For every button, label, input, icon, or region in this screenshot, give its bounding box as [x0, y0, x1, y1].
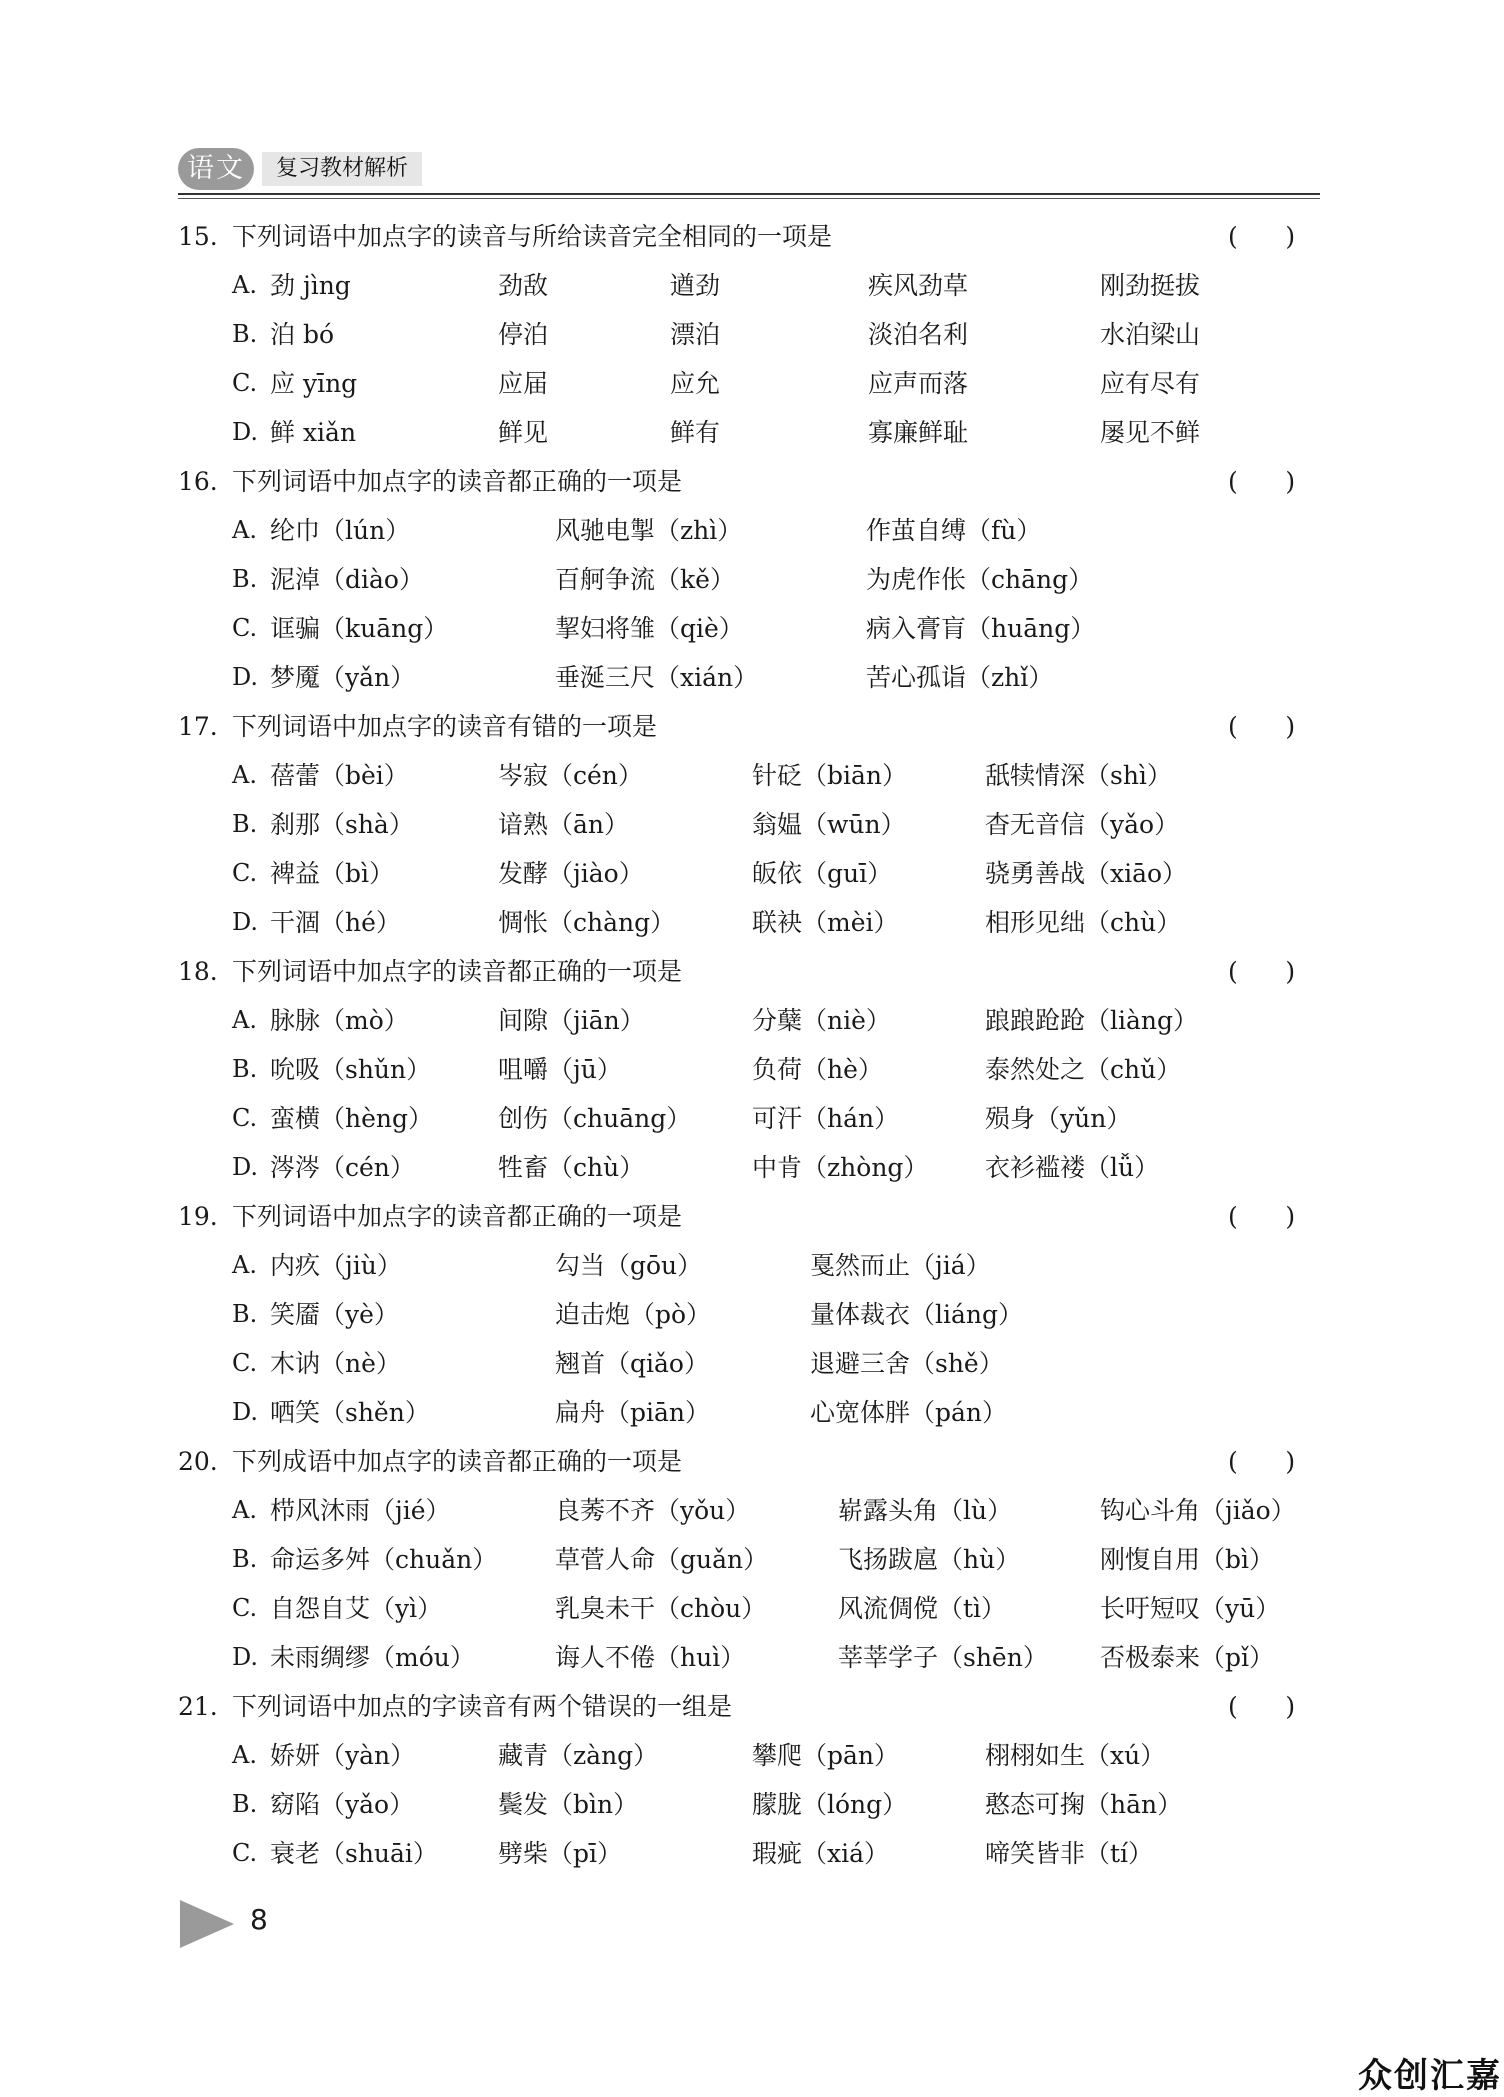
option-term: 涔涔（cén）: [270, 1153, 415, 1182]
question-row: [0, 212, 1504, 261]
answer-bracket[interactable]: ( ): [1228, 1692, 1296, 1721]
option-term: 病入膏肓（huāng）: [866, 614, 1096, 643]
option-term: 木讷（nè）: [270, 1349, 401, 1378]
option-term: 纶巾（lún）: [270, 516, 411, 545]
answer-bracket[interactable]: ( ): [1228, 1202, 1296, 1231]
option-row[interactable]: [0, 1290, 1504, 1339]
question-number: 21.: [178, 1692, 218, 1721]
option-row[interactable]: [0, 1780, 1504, 1829]
option-term: 诓骗（kuāng）: [270, 614, 449, 643]
option-term: 停泊: [498, 320, 549, 349]
option-letter: A.: [232, 761, 257, 789]
option-term: 未雨绸缪（móu）: [270, 1643, 475, 1672]
option-row[interactable]: [0, 604, 1504, 653]
option-term: 飞扬跋扈（hù）: [838, 1545, 1021, 1574]
option-letter: D.: [232, 663, 259, 691]
option-row[interactable]: [0, 310, 1504, 359]
option-term: 挈妇将雏（qiè）: [555, 614, 744, 643]
question-row: [0, 1682, 1504, 1731]
answer-bracket[interactable]: ( ): [1228, 712, 1296, 741]
question-number: 15.: [178, 222, 218, 251]
option-letter: C.: [232, 1349, 258, 1377]
option-term: 劲 jìng: [270, 271, 351, 300]
question-number: 20.: [178, 1447, 218, 1476]
option-term: 栉风沐雨（jié）: [270, 1496, 451, 1525]
header-divider: [178, 193, 1320, 195]
option-letter: A.: [232, 271, 257, 299]
option-term: 梦魇（yǎn）: [270, 663, 416, 692]
answer-bracket[interactable]: ( ): [1228, 957, 1296, 986]
option-letter: A.: [232, 1496, 257, 1524]
question-number: 18.: [178, 957, 218, 986]
option-term: 乳臭未干（chòu）: [555, 1594, 767, 1623]
option-term: 刹那（shà）: [270, 810, 414, 839]
option-term: 泊 bó: [270, 320, 335, 349]
option-term: 咀嚼（jū）: [498, 1055, 622, 1084]
option-row[interactable]: [0, 1045, 1504, 1094]
option-letter: A.: [232, 1741, 257, 1769]
option-row[interactable]: [0, 996, 1504, 1045]
option-term: 牲畜（chù）: [498, 1153, 645, 1182]
option-term: 鲜 xiǎn: [270, 418, 357, 447]
option-row[interactable]: [0, 1094, 1504, 1143]
option-term: 遒劲: [670, 271, 721, 300]
option-letter: C.: [232, 614, 258, 642]
option-term: 寡廉鲜耻: [868, 418, 969, 447]
option-term: 心宽体胖（pán）: [810, 1398, 1008, 1427]
option-term: 扁舟（piān）: [555, 1398, 711, 1427]
option-term: 杳无音信（yǎo）: [985, 810, 1180, 839]
subject-logo: 语文: [178, 148, 254, 190]
option-letter: B.: [232, 1545, 258, 1573]
option-row[interactable]: [0, 1829, 1504, 1878]
option-letter: D.: [232, 908, 259, 936]
option-term: 应声而落: [868, 369, 969, 398]
option-term: 风流倜傥（tì）: [838, 1594, 1007, 1623]
option-term: 为虎作伥（chāng）: [866, 565, 1094, 594]
question-text: 下列词语中加点字的读音都正确的一项是: [232, 1202, 683, 1231]
option-letter: D.: [232, 1398, 259, 1426]
option-term: 鬓发（bìn）: [498, 1790, 639, 1819]
option-term: 中肯（zhòng）: [752, 1153, 929, 1182]
option-term: 负荷（hè）: [752, 1055, 883, 1084]
option-row[interactable]: [0, 849, 1504, 898]
option-letter: A.: [232, 516, 257, 544]
option-term: 应届: [498, 369, 549, 398]
option-term: 殒身（yǔn）: [985, 1104, 1132, 1133]
option-term: 惆怅（chàng）: [498, 908, 676, 937]
option-term: 劈柴（pī）: [498, 1839, 622, 1868]
option-row[interactable]: [0, 653, 1504, 702]
option-term: 可汗（hán）: [752, 1104, 900, 1133]
option-term: 风驰电掣（zhì）: [555, 516, 743, 545]
option-term: 啼笑皆非（tí）: [985, 1839, 1154, 1868]
option-term: 作茧自缚（fù）: [866, 516, 1042, 545]
option-term: 朦胧（lóng）: [752, 1790, 908, 1819]
option-term: 刚愎自用（bì）: [1100, 1545, 1274, 1574]
option-term: 翘首（qiǎo）: [555, 1349, 709, 1378]
option-term: 蛮横（hèng）: [270, 1104, 434, 1133]
option-term: 勾当（gōu）: [555, 1251, 703, 1280]
option-term: 相形见绌（chù）: [985, 908, 1182, 937]
option-term: 谙熟（ān）: [498, 810, 630, 839]
option-row[interactable]: [0, 751, 1504, 800]
option-term: 良莠不齐（yǒu）: [555, 1496, 751, 1525]
option-term: 娇妍（yàn）: [270, 1741, 416, 1770]
option-row[interactable]: [0, 1388, 1504, 1437]
option-term: 衣衫褴褛（lǚ）: [985, 1153, 1160, 1182]
answer-bracket[interactable]: ( ): [1228, 222, 1296, 251]
option-term: 干涸（hé）: [270, 908, 401, 937]
question-number: 16.: [178, 467, 218, 496]
option-term: 长吁短叹（yū）: [1100, 1594, 1281, 1623]
option-letter: C.: [232, 859, 258, 887]
option-term: 哂笑（shěn）: [270, 1398, 430, 1427]
option-letter: C.: [232, 369, 258, 397]
option-term: 劲敌: [498, 271, 549, 300]
question-row: [0, 457, 1504, 506]
question-row: [0, 702, 1504, 751]
option-term: 刚劲挺拔: [1100, 271, 1201, 300]
option-term: 皈依（guī）: [752, 859, 893, 888]
option-term: 命运多舛（chuǎn）: [270, 1545, 498, 1574]
option-letter: B.: [232, 1055, 258, 1083]
option-term: 翁媪（wūn）: [752, 810, 906, 839]
question-number: 19.: [178, 1202, 218, 1231]
watermark: 众创汇嘉: [1358, 2056, 1502, 2096]
option-term: 泰然处之（chǔ）: [985, 1055, 1182, 1084]
option-term: 淡泊名利: [868, 320, 969, 349]
answer-bracket[interactable]: ( ): [1228, 467, 1296, 496]
option-term: 草菅人命（guǎn）: [555, 1545, 769, 1574]
option-row[interactable]: [0, 1486, 1504, 1535]
option-term: 踉踉跄跄（liàng）: [985, 1006, 1199, 1035]
question-list: [0, 212, 1504, 1878]
option-term: 舐犊情深（shì）: [985, 761, 1172, 790]
option-letter: B.: [232, 1300, 258, 1328]
option-term: 崭露头角（lù）: [838, 1496, 1013, 1525]
option-letter: A.: [232, 1006, 257, 1034]
section-title: 复习教材解析: [262, 152, 422, 186]
option-letter: C.: [232, 1594, 258, 1622]
answer-bracket[interactable]: ( ): [1228, 1447, 1296, 1476]
option-term: 戛然而止（jiá）: [810, 1251, 991, 1280]
option-term: 百舸争流（kě）: [555, 565, 735, 594]
page-header: [178, 148, 1320, 198]
option-row[interactable]: [0, 1633, 1504, 1682]
option-letter: B.: [232, 565, 258, 593]
option-row[interactable]: [0, 408, 1504, 457]
page-number: 8: [250, 1903, 268, 1936]
question-row: [0, 947, 1504, 996]
option-term: 疾风劲草: [868, 271, 969, 300]
option-term: 莘莘学子（shēn）: [838, 1643, 1048, 1672]
option-term: 诲人不倦（huì）: [555, 1643, 746, 1672]
option-term: 钩心斗角（jiǎo）: [1100, 1496, 1296, 1525]
question-text: 下列词语中加点字的读音都正确的一项是: [232, 467, 683, 496]
option-term: 裨益（bì）: [270, 859, 394, 888]
option-term: 鲜见: [498, 418, 549, 447]
option-term: 憨态可掬（hān）: [985, 1790, 1183, 1819]
option-term: 迫击炮（pò）: [555, 1300, 712, 1329]
option-row[interactable]: [0, 1143, 1504, 1192]
question-text: 下列词语中加点的字读音有两个错误的一组是: [232, 1692, 733, 1721]
option-term: 衰老（shuāi）: [270, 1839, 438, 1868]
option-term: 窈陷（yǎo）: [270, 1790, 415, 1819]
question-text: 下列词语中加点字的读音与所给读音完全相同的一项是: [232, 222, 833, 251]
option-row[interactable]: [0, 1731, 1504, 1780]
option-term: 鲜有: [670, 418, 721, 447]
option-term: 屡见不鲜: [1100, 418, 1201, 447]
header-divider-thin: [178, 198, 1320, 199]
option-term: 联袂（mèi）: [752, 908, 899, 937]
option-row[interactable]: [0, 1339, 1504, 1388]
option-row[interactable]: [0, 359, 1504, 408]
question-number: 17.: [178, 712, 218, 741]
option-term: 藏青（zàng）: [498, 1741, 659, 1770]
option-term: 间隙（jiān）: [498, 1006, 645, 1035]
option-term: 攀爬（pān）: [752, 1741, 900, 1770]
option-letter: B.: [232, 320, 258, 348]
option-letter: D.: [232, 1153, 259, 1181]
option-term: 栩栩如生（xú）: [985, 1741, 1166, 1770]
option-term: 吮吸（shǔn）: [270, 1055, 432, 1084]
question-row: [0, 1437, 1504, 1486]
option-row[interactable]: [0, 898, 1504, 947]
option-row[interactable]: [0, 800, 1504, 849]
option-row[interactable]: [0, 506, 1504, 555]
option-term: 岑寂（cén）: [498, 761, 643, 790]
option-letter: A.: [232, 1251, 257, 1279]
option-letter: D.: [232, 418, 259, 446]
option-term: 退避三舍（shě）: [810, 1349, 1004, 1378]
option-row[interactable]: [0, 1584, 1504, 1633]
option-term: 笑靥（yè）: [270, 1300, 399, 1329]
option-letter: B.: [232, 1790, 258, 1818]
option-term: 瑕疵（xiá）: [752, 1839, 889, 1868]
option-term: 蓓蕾（bèi）: [270, 761, 409, 790]
question-text: 下列词语中加点字的读音都正确的一项是: [232, 957, 683, 986]
option-term: 水泊梁山: [1100, 320, 1201, 349]
option-term: 分蘖（niè）: [752, 1006, 891, 1035]
question-text: 下列成语中加点字的读音都正确的一项是: [232, 1447, 683, 1476]
option-letter: B.: [232, 810, 258, 838]
option-term: 应 yīng: [270, 369, 358, 398]
option-term: 苦心孤诣（zhǐ）: [866, 663, 1054, 692]
option-term: 自怨自艾（yì）: [270, 1594, 443, 1623]
page-arrow-icon: [180, 1900, 234, 1948]
option-row[interactable]: [0, 1535, 1504, 1584]
option-row[interactable]: [0, 261, 1504, 310]
option-letter: D.: [232, 1643, 259, 1671]
question-row: [0, 1192, 1504, 1241]
question-text: 下列词语中加点字的读音有错的一项是: [232, 712, 658, 741]
option-term: 否极泰来（pǐ）: [1100, 1643, 1274, 1672]
option-term: 脉脉（mò）: [270, 1006, 409, 1035]
option-term: 针砭（biān）: [752, 761, 908, 790]
option-term: 漂泊: [670, 320, 721, 349]
option-term: 垂涎三尺（xián）: [555, 663, 759, 692]
option-term: 发酵（jiào）: [498, 859, 644, 888]
option-row[interactable]: [0, 555, 1504, 604]
option-letter: C.: [232, 1104, 258, 1132]
option-term: 创伤（chuāng）: [498, 1104, 692, 1133]
option-row[interactable]: [0, 1241, 1504, 1290]
option-term: 应有尽有: [1100, 369, 1201, 398]
option-term: 应允: [670, 369, 721, 398]
option-term: 泥淖（diào）: [270, 565, 424, 594]
option-term: 内疚（jiù）: [270, 1251, 402, 1280]
option-term: 骁勇善战（xiāo）: [985, 859, 1188, 888]
option-letter: C.: [232, 1839, 258, 1867]
option-term: 量体裁衣（liáng）: [810, 1300, 1024, 1329]
